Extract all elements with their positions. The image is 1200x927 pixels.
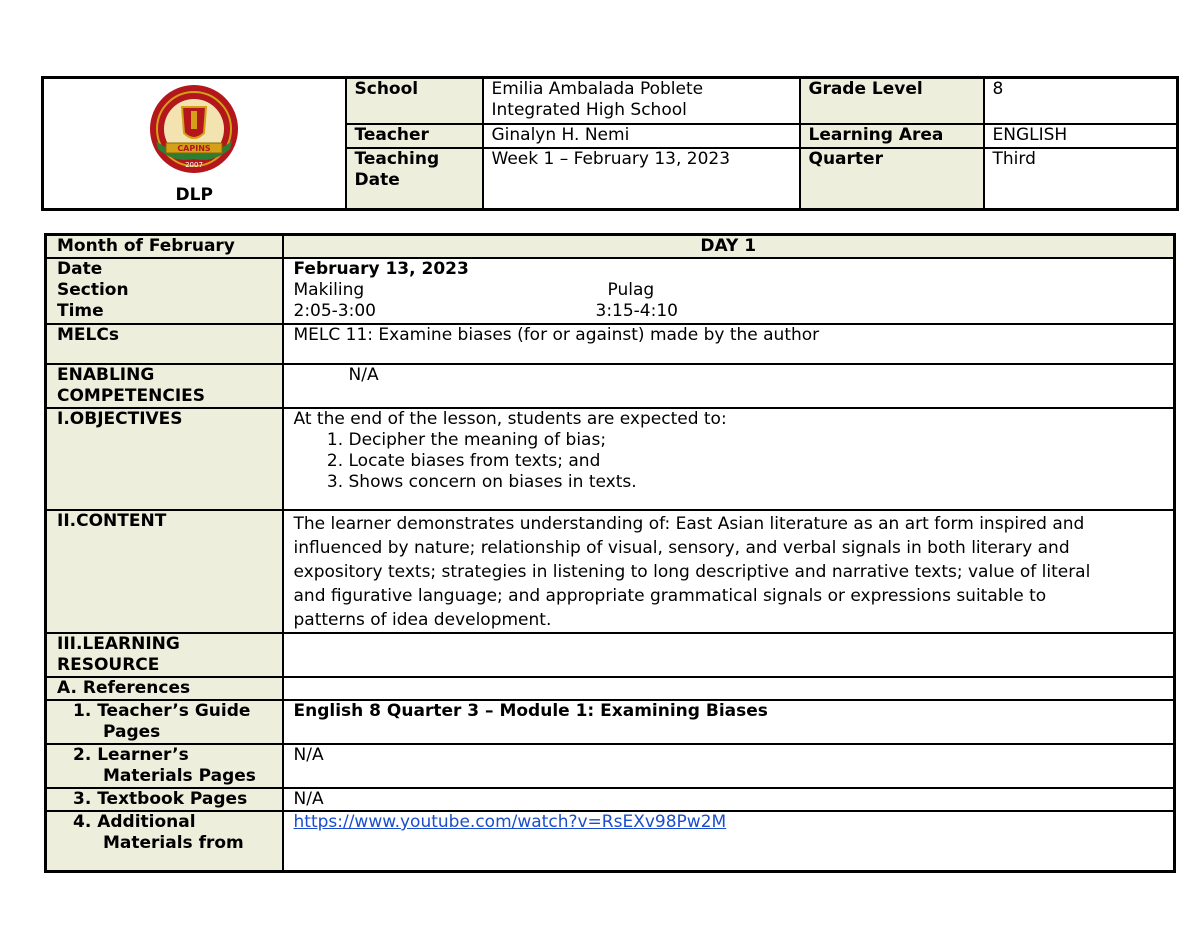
logo-text: CAPINS xyxy=(177,144,211,153)
objectives-value xyxy=(283,408,1175,510)
textbook-pages-value: N/A xyxy=(283,788,1175,811)
quarter-label: Quarter xyxy=(800,148,984,209)
section-values xyxy=(294,280,1164,301)
objectives-intro: At the end of the lesson, students are expected to: xyxy=(293,409,727,429)
school-value-line1: Emilia Ambalada Poblete xyxy=(491,79,704,99)
teachers-guide-label-line2: Pages xyxy=(103,722,161,742)
logo-cell xyxy=(43,78,346,210)
youtube-link[interactable]: https://www.youtube.com/watch?v=RsEXv98Pw2M xyxy=(293,812,727,832)
content-label: II.CONTENT xyxy=(46,510,283,633)
dlp-label: DLP xyxy=(175,185,213,205)
section-label: Section xyxy=(57,280,129,300)
content-line: and figurative language; and appropriate grammatical signals or expressions suitable to xyxy=(293,586,1047,606)
learning-area-value: ENGLISH xyxy=(984,124,1178,148)
date-section-time-labels xyxy=(46,258,283,324)
references-value xyxy=(283,677,1175,700)
school-seal-icon xyxy=(144,85,244,177)
teachers-guide-label xyxy=(46,700,283,744)
resource-label-line1: III.LEARNING xyxy=(57,634,180,654)
additional-materials-label xyxy=(46,811,283,871)
time-label: Time xyxy=(57,301,104,321)
section-b: Pulag xyxy=(607,280,655,300)
additional-materials-label-line1: 4. Additional xyxy=(73,812,196,832)
melcs-label: MELCs xyxy=(46,324,283,364)
day-label: DAY 1 xyxy=(283,235,1175,259)
date-value: February 13, 2023 xyxy=(293,259,469,279)
resource-label-line2: RESOURCE xyxy=(57,655,160,675)
teaching-date-value: Week 1 – February 13, 2023 xyxy=(483,148,800,209)
logo-year: 2007 xyxy=(185,161,204,169)
grade-level-label: Grade Level xyxy=(800,78,984,125)
section-a: Makiling xyxy=(293,280,365,300)
content-line: influenced by nature; relationship of visual, sensory, and verbal signals in both literary and xyxy=(293,538,1070,558)
teachers-guide-value: English 8 Quarter 3 – Module 1: Examining Biases xyxy=(283,700,1175,744)
objective-item: 1. Decipher the meaning of bias; xyxy=(349,430,1164,451)
learners-materials-label xyxy=(46,744,283,788)
header-table xyxy=(41,76,1179,211)
teacher-label: Teacher xyxy=(346,124,483,148)
learners-materials-label-line1: 2. Learner’s xyxy=(73,745,189,765)
month-label: Month of February xyxy=(46,235,283,259)
references-label: A. References xyxy=(46,677,283,700)
date-section-time-values xyxy=(283,258,1175,324)
additional-materials-label-line2: Materials from xyxy=(103,833,244,853)
school-value-line2: Integrated High School xyxy=(491,100,687,120)
additional-materials-value xyxy=(283,811,1175,871)
school-label: School xyxy=(346,78,483,125)
learning-area-label: Learning Area xyxy=(800,124,984,148)
enabling-label xyxy=(46,364,283,408)
enabling-label-line2: COMPETENCIES xyxy=(57,386,206,406)
resource-value xyxy=(283,633,1175,677)
teaching-date-label-line2: Date xyxy=(354,170,400,191)
teaching-date-label xyxy=(346,148,483,209)
grade-level-value: 8 xyxy=(984,78,1178,125)
objective-item: 3. Shows concern on biases in texts. xyxy=(349,472,1164,493)
teachers-guide-label-line1: 1. Teacher’s Guide xyxy=(73,701,251,721)
content-value xyxy=(283,510,1175,633)
enabling-value xyxy=(283,364,1175,408)
lesson-plan-table xyxy=(44,233,1176,873)
enabling-label-line1: ENABLING xyxy=(57,365,155,385)
textbook-pages-label: 3. Textbook Pages xyxy=(46,788,283,811)
enabling-value-text: N/A xyxy=(348,365,379,385)
resource-label xyxy=(46,633,283,677)
school-value xyxy=(483,78,800,125)
time-values xyxy=(294,301,1164,322)
teacher-value: Ginalyn H. Nemi xyxy=(483,124,800,148)
objective-item: 2. Locate biases from texts; and xyxy=(349,451,1164,472)
time-a: 2:05-3:00 xyxy=(293,301,376,321)
melcs-value: MELC 11: Examine biases (for or against) made by the author xyxy=(283,324,1175,364)
content-line: patterns of idea development. xyxy=(293,610,552,630)
objectives-list xyxy=(294,430,1164,493)
content-line: The learner demonstrates understanding of: East Asian literature as an art form inspired and xyxy=(293,514,1085,534)
objectives-label: I.OBJECTIVES xyxy=(46,408,283,510)
date-label: Date xyxy=(57,259,103,279)
content-line: expository texts; strategies in listening to long descriptive and narrative texts; value of literal xyxy=(293,562,1091,582)
quarter-value: Third xyxy=(984,148,1178,209)
time-b: 3:15-4:10 xyxy=(595,301,678,321)
teaching-date-label-line1: Teaching xyxy=(354,149,440,170)
learners-materials-label-line2: Materials Pages xyxy=(103,766,256,786)
learners-materials-value: N/A xyxy=(283,744,1175,788)
